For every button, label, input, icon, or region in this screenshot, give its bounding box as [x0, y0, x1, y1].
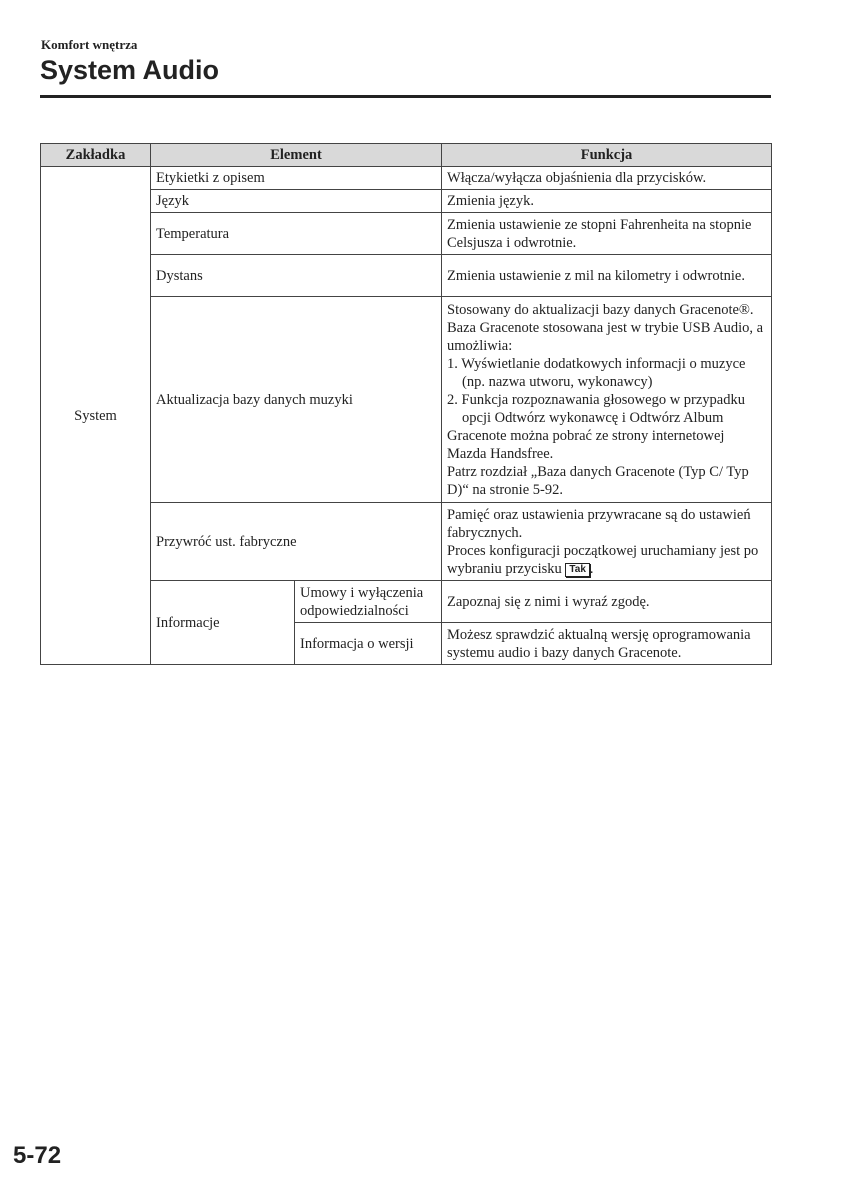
function-cell — [442, 503, 772, 581]
tab-cell: System — [41, 167, 151, 665]
function-cell: Zmienia język. — [442, 190, 772, 213]
table-row — [41, 167, 772, 190]
function-note: Patrz rozdział „Baza danych Gracenote (Typ C/ Typ D)“ na stronie 5-92. — [447, 463, 749, 498]
element-cell: Język — [151, 190, 442, 213]
table-row — [41, 213, 772, 255]
table-row — [41, 297, 772, 503]
function-cell: Zapoznaj się z nimi i wyraź zgodę. — [442, 581, 772, 623]
table-row — [41, 581, 772, 623]
element-cell: Przywróć ust. fabryczne — [151, 503, 442, 581]
function-cell: Włącza/wyłącza objaśnienia dla przycisków. — [442, 167, 772, 190]
function-note: Gracenote można pobrać ze strony internetowej Mazda Handsfree. — [447, 427, 725, 462]
function-line: Pamięć oraz ustawienia przywracane są do ustawień fabrycznych. — [447, 506, 751, 541]
function-cell: Zmienia ustawienie ze stopni Fahrenheita na stopnie Celsjusza i odwrotnie. — [442, 213, 772, 255]
element-cell: Informacje — [151, 581, 295, 665]
table-row — [41, 255, 772, 297]
function-cell: Zmienia ustawienie z mil na kilometry i odwrotnie. — [442, 255, 772, 297]
element-cell: Etykietki z opisem — [151, 167, 442, 190]
table-header-row — [41, 144, 772, 167]
function-list — [447, 355, 766, 427]
page-number: 5-72 — [13, 1142, 62, 1169]
column-header-function: Funkcja — [442, 144, 772, 167]
list-item: 2. Funkcja rozpoznawania głosowego w przypadku opcji Odtwórz wykonawcę i Odtwórz Album — [447, 391, 745, 426]
subelement-cell: Informacja o wersji — [295, 623, 442, 665]
subelement-cell: Umowy i wyłączenia odpowiedzialności — [295, 581, 442, 623]
function-line-text: Proces konfiguracji początkowej uruchamiany jest po wybraniu przycisku — [447, 542, 759, 577]
page-title: System Audio — [40, 55, 220, 85]
function-cell: Możesz sprawdzić aktualną wersję oprogramowania systemu audio i bazy danych Gracenote. — [442, 623, 772, 665]
table-row — [41, 190, 772, 213]
element-cell: Dystans — [151, 255, 442, 297]
element-cell: Aktualizacja bazy danych muzyki — [151, 297, 442, 503]
function-intro: Stosowany do aktualizacji bazy danych Gracenote®. Baza Gracenote stosowana jest w trybie USB Audio, a umożliwia: — [447, 301, 764, 354]
list-item: 1. Wyświetlanie dodatkowych informacji o muzyce (np. nazwa utworu, wykonawcy) — [447, 355, 746, 390]
element-cell: Temperatura — [151, 213, 442, 255]
title-rule — [40, 95, 771, 98]
column-header-tab: Zakładka — [41, 144, 151, 167]
tak-button: Tak — [565, 563, 590, 577]
sentence-end: . — [589, 560, 594, 577]
column-header-element: Element — [151, 144, 442, 167]
section-label: Komfort wnętrza — [41, 37, 138, 52]
settings-table — [40, 143, 772, 665]
function-cell — [442, 297, 772, 503]
table-row — [41, 503, 772, 581]
function-line — [447, 542, 766, 578]
